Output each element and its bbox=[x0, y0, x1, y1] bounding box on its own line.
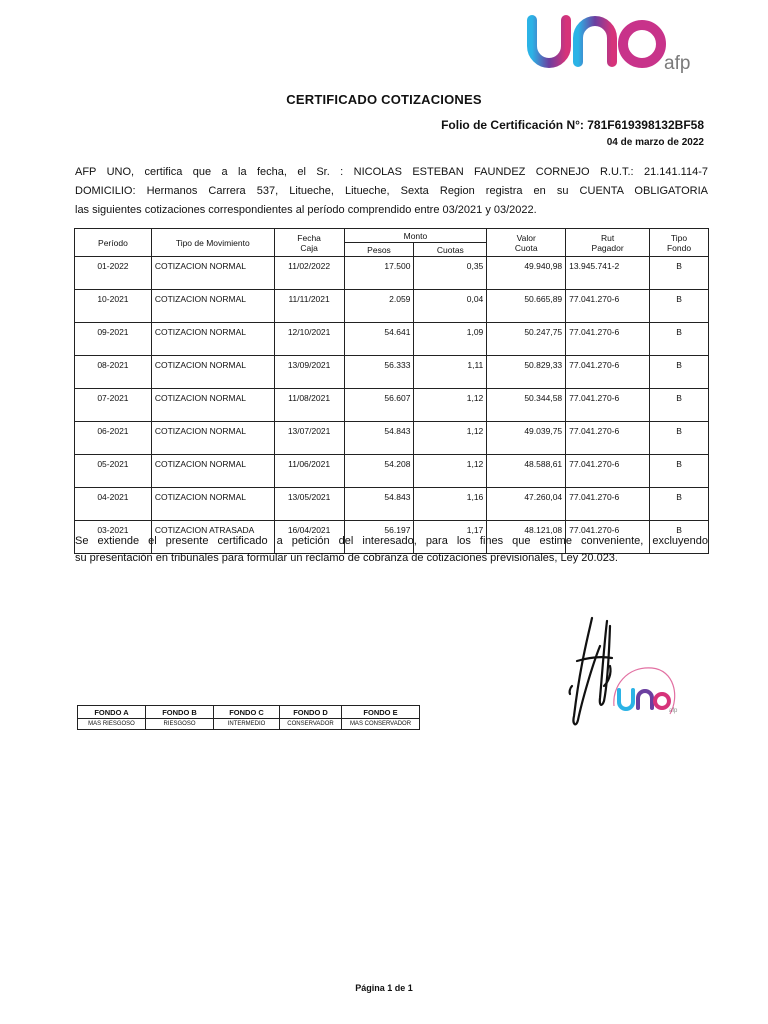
uno-stamp-logo bbox=[619, 690, 678, 714]
cell-rut-pagador: 77.041.270-6 bbox=[566, 323, 650, 356]
cell-valor-cuota: 50.247,75 bbox=[487, 323, 566, 356]
cell-tipo-movimiento: COTIZACION NORMAL bbox=[151, 488, 274, 521]
cell-rut-pagador: 77.041.270-6 bbox=[566, 422, 650, 455]
cell-tipo-movimiento: COTIZACION NORMAL bbox=[151, 323, 274, 356]
cell-fecha-caja: 16/04/2021 bbox=[274, 521, 344, 554]
table-row bbox=[75, 488, 709, 521]
cell-pesos: 17.500 bbox=[344, 257, 414, 290]
cell-tipo-movimiento: COTIZACION NORMAL bbox=[151, 257, 274, 290]
fondo-b-desc: RIESGOSO bbox=[146, 719, 214, 730]
table-row bbox=[75, 257, 709, 290]
fondo-a-label: FONDO A bbox=[78, 706, 146, 719]
cell-valor-cuota: 48.588,61 bbox=[487, 455, 566, 488]
header-periodo: Período bbox=[75, 229, 152, 257]
cell-tipo-fondo: B bbox=[650, 422, 709, 455]
cell-periodo: 08-2021 bbox=[75, 356, 152, 389]
cell-tipo-movimiento: COTIZACION NORMAL bbox=[151, 455, 274, 488]
cell-valor-cuota: 50.829,33 bbox=[487, 356, 566, 389]
cell-pesos: 56.197 bbox=[344, 521, 414, 554]
cell-cuotas: 1,16 bbox=[414, 488, 487, 521]
cell-fecha-caja: 13/09/2021 bbox=[274, 356, 344, 389]
page-number: Página 1 de 1 bbox=[355, 983, 413, 993]
fondo-d-desc: CONSERVADOR bbox=[280, 719, 342, 730]
cell-periodo: 10-2021 bbox=[75, 290, 152, 323]
cell-fecha-caja: 11/08/2021 bbox=[274, 389, 344, 422]
handwritten-signature bbox=[570, 618, 612, 724]
cell-pesos: 54.208 bbox=[344, 455, 414, 488]
cell-valor-cuota: 49.940,98 bbox=[487, 257, 566, 290]
cell-fecha-caja: 11/11/2021 bbox=[274, 290, 344, 323]
cell-cuotas: 1,12 bbox=[414, 422, 487, 455]
cell-fecha-caja: 11/02/2022 bbox=[274, 257, 344, 290]
header-cuotas: Cuotas bbox=[414, 243, 487, 257]
cell-fecha-caja: 13/07/2021 bbox=[274, 422, 344, 455]
header-fecha-caja: Fecha Caja bbox=[274, 229, 344, 257]
cell-rut-pagador: 77.041.270-6 bbox=[566, 521, 650, 554]
fondo-e-desc: MAS CONSERVADOR bbox=[342, 719, 420, 730]
intro-line: DOMICILIO: Hermanos Carrera 537, Litueche, Litueche, Sexta Region registra en su CUENTA OBLIGATORIA bbox=[75, 185, 708, 197]
cell-cuotas: 1,11 bbox=[414, 356, 487, 389]
cell-pesos: 54.641 bbox=[344, 323, 414, 356]
cell-rut-pagador: 77.041.270-6 bbox=[566, 389, 650, 422]
cell-periodo: 06-2021 bbox=[75, 422, 152, 455]
signature-stamp bbox=[552, 606, 682, 736]
table-row bbox=[75, 290, 709, 323]
table-row bbox=[75, 389, 709, 422]
cell-tipo-fondo: B bbox=[650, 356, 709, 389]
cell-fecha-caja: 13/05/2021 bbox=[274, 488, 344, 521]
cell-rut-pagador: 77.041.270-6 bbox=[566, 488, 650, 521]
cell-periodo: 01-2022 bbox=[75, 257, 152, 290]
cell-pesos: 56.333 bbox=[344, 356, 414, 389]
intro-paragraph bbox=[75, 163, 708, 220]
cell-rut-pagador: 77.041.270-6 bbox=[566, 356, 650, 389]
cell-periodo: 07-2021 bbox=[75, 389, 152, 422]
cell-periodo: 04-2021 bbox=[75, 488, 152, 521]
cell-tipo-fondo: B bbox=[650, 257, 709, 290]
cell-periodo: 05-2021 bbox=[75, 455, 152, 488]
table-row bbox=[75, 323, 709, 356]
intro-line: las siguientes cotizaciones correspondientes al período comprendido entre 03/2021 y 03/2022. bbox=[75, 204, 537, 216]
cell-rut-pagador: 77.041.270-6 bbox=[566, 290, 650, 323]
cell-cuotas: 1,12 bbox=[414, 389, 487, 422]
cell-valor-cuota: 50.344,58 bbox=[487, 389, 566, 422]
fondo-b-label: FONDO B bbox=[146, 706, 214, 719]
cell-tipo-movimiento: COTIZACION NORMAL bbox=[151, 356, 274, 389]
cell-pesos: 56.607 bbox=[344, 389, 414, 422]
fondo-c-label: FONDO C bbox=[214, 706, 280, 719]
cell-tipo-fondo: B bbox=[650, 389, 709, 422]
cell-valor-cuota: 50.665,89 bbox=[487, 290, 566, 323]
header-rut-pagador: Rut Pagador bbox=[566, 229, 650, 257]
cell-tipo-movimiento: COTIZACION ATRASADA bbox=[151, 521, 274, 554]
cell-pesos: 54.843 bbox=[344, 488, 414, 521]
fondo-d-label: FONDO D bbox=[280, 706, 342, 719]
cell-tipo-fondo: B bbox=[650, 455, 709, 488]
document-title: CERTIFICADO COTIZACIONES bbox=[286, 92, 482, 107]
cell-fecha-caja: 12/10/2021 bbox=[274, 323, 344, 356]
intro-line: AFP UNO, certifica que a la fecha, el Sr. : NICOLAS ESTEBAN FAUNDEZ CORNEJO R.U.T.: 21.141.114-7 bbox=[75, 166, 708, 178]
cell-cuotas: 0,04 bbox=[414, 290, 487, 323]
cell-fecha-caja: 11/06/2021 bbox=[274, 455, 344, 488]
cell-tipo-movimiento: COTIZACION NORMAL bbox=[151, 422, 274, 455]
fondo-a-desc: MAS RIESGOSO bbox=[78, 719, 146, 730]
logo-afp-text: afp bbox=[664, 53, 691, 74]
fondo-c-desc: INTERMEDIO bbox=[214, 719, 280, 730]
cell-tipo-movimiento: COTIZACION NORMAL bbox=[151, 290, 274, 323]
cell-tipo-fondo: B bbox=[650, 488, 709, 521]
cell-periodo: 09-2021 bbox=[75, 323, 152, 356]
header-monto: Monto bbox=[344, 229, 487, 243]
cell-valor-cuota: 49.039,75 bbox=[487, 422, 566, 455]
header-tipo-movimiento: Tipo de Movimiento bbox=[151, 229, 274, 257]
cotizaciones-table bbox=[74, 228, 709, 554]
cell-tipo-fondo: B bbox=[650, 323, 709, 356]
table-row bbox=[75, 455, 709, 488]
cell-tipo-fondo: B bbox=[650, 521, 709, 554]
cell-periodo: 03-2021 bbox=[75, 521, 152, 554]
cell-tipo-fondo: B bbox=[650, 290, 709, 323]
closing-line: Se extiende el presente certificado a petición del interesado, para los fines que estime conveniente, excluyendo bbox=[75, 535, 708, 547]
folio-number: Folio de Certificación N°: 781F619398132BF58 bbox=[441, 118, 704, 132]
header-tipo-fondo: Tipo Fondo bbox=[650, 229, 709, 257]
cell-tipo-movimiento: COTIZACION NORMAL bbox=[151, 389, 274, 422]
table-row bbox=[75, 422, 709, 455]
svg-text:afp: afp bbox=[669, 708, 678, 714]
fondo-e-label: FONDO E bbox=[342, 706, 420, 719]
closing-paragraph bbox=[75, 533, 708, 567]
cell-cuotas: 1,09 bbox=[414, 323, 487, 356]
cell-valor-cuota: 47.260,04 bbox=[487, 488, 566, 521]
cell-rut-pagador: 13.945.741-2 bbox=[566, 257, 650, 290]
cell-rut-pagador: 77.041.270-6 bbox=[566, 455, 650, 488]
cell-pesos: 2.059 bbox=[344, 290, 414, 323]
cell-cuotas: 1,12 bbox=[414, 455, 487, 488]
fondos-legend bbox=[77, 705, 420, 730]
closing-line: su presentación en tribunales para formular un reclamo de cobranza de cotizaciones previsionales, Ley 20.023. bbox=[75, 552, 618, 564]
cell-valor-cuota: 48.121,08 bbox=[487, 521, 566, 554]
header-pesos: Pesos bbox=[344, 243, 414, 257]
cell-cuotas: 0,35 bbox=[414, 257, 487, 290]
afp-uno-logo bbox=[522, 12, 706, 78]
header-valor-cuota: Valor Cuota bbox=[487, 229, 566, 257]
cell-pesos: 54.843 bbox=[344, 422, 414, 455]
table-row bbox=[75, 356, 709, 389]
certificate-date: 04 de marzo de 2022 bbox=[606, 137, 704, 148]
cell-cuotas: 1,17 bbox=[414, 521, 487, 554]
